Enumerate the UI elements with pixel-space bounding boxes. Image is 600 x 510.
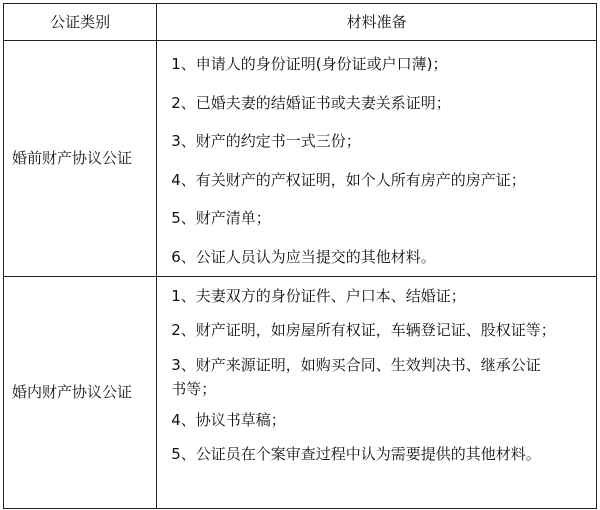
list-item: 2、已婚夫妻的结婚证书或夫妻关系证明； — [171, 93, 451, 112]
list-item: 6、公证人员认为应当提交的其他材料。 — [171, 247, 436, 266]
materials-cell-marital — [157, 277, 597, 509]
list-item — [157, 347, 596, 403]
header-row — [4, 4, 597, 41]
list-item: 3、财产的约定书一式三份； — [171, 132, 361, 150]
list-item: 5、公证员在个案审查过程中认为需要提供的其他材料。 — [171, 445, 541, 463]
list-item: 4、有关财产的产权证明，如个人所有房产的房产证； — [171, 170, 526, 189]
row-type-prenuptial: 婚前财产协议公证 — [4, 41, 157, 277]
header-type: 公证类别 — [4, 4, 157, 41]
list-item: 1、申请人的身份证明(身份证或户口薄)； — [171, 55, 448, 73]
header-materials: 材料准备 — [157, 4, 597, 41]
list-item: 2、财产证明，如房屋所有权证，车辆登记证、股权证等； — [171, 321, 556, 339]
row-type-marital: 婚内财产协议公证 — [4, 277, 157, 509]
table-row — [4, 41, 597, 277]
list-item: 5、财产清单； — [171, 209, 271, 227]
list-item: 1、夫妻双方的身份证件、户口本、结婚证； — [171, 287, 466, 305]
notarization-materials-table — [3, 3, 597, 509]
materials-cell-prenuptial — [157, 41, 597, 277]
table-row — [4, 277, 597, 509]
list-item-line: 书等； — [171, 380, 217, 398]
list-item-line: 3、财产来源证明，如购买合同、生效判决书、继承公证 — [171, 356, 541, 374]
list-item: 4、协议书草稿； — [171, 411, 286, 429]
